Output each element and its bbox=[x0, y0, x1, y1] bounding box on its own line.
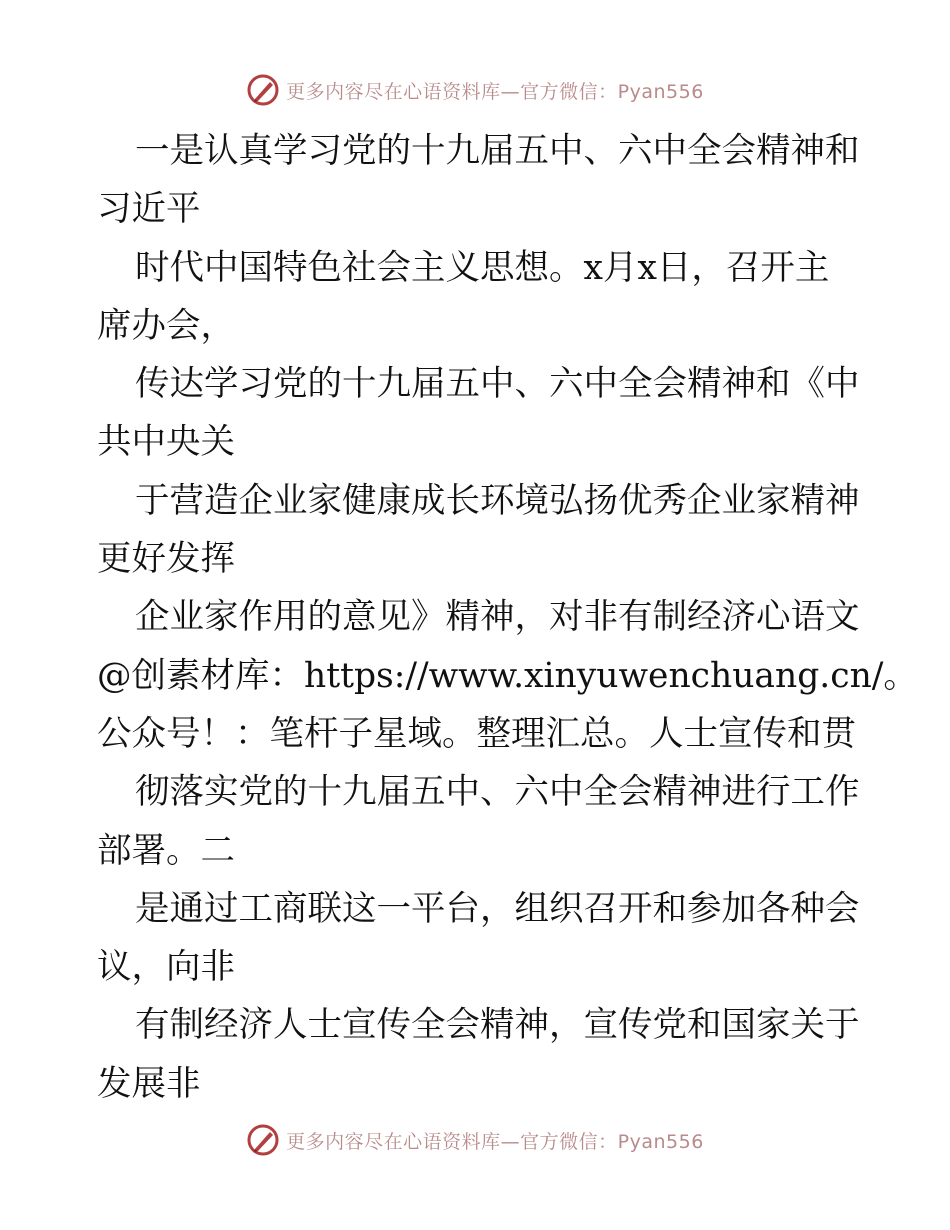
footer-banner-text: 更多内容尽在心语资料库—官方微信：Pyan556 bbox=[286, 1130, 704, 1153]
body-line: 一是认真学习党的十九届五中、六中全会精神和 bbox=[135, 131, 860, 171]
body-line: 部署。二 bbox=[97, 830, 235, 871]
body-line: 公众号！：笔杆子星域。整理汇总。人士宣传和贯 bbox=[97, 713, 856, 754]
body-line: 发展非 bbox=[97, 1063, 201, 1104]
pen-logo-icon bbox=[246, 1123, 280, 1157]
body-line: @创素材库：https://www.xinyuwenchuang.cn/。 bbox=[97, 655, 918, 696]
body-line: 企业家作用的意见》精神，对非有制经济心语文 bbox=[135, 597, 860, 638]
body-line: 席办会， bbox=[97, 305, 235, 346]
body-line: 习近平 bbox=[97, 189, 201, 230]
body-line: 彻落实党的十九届五中、六中全会精神进行工作 bbox=[135, 772, 860, 813]
document-body bbox=[97, 122, 918, 1113]
body-line: 传达学习党的十九届五中、六中全会精神和《中 bbox=[135, 364, 860, 405]
body-line: 共中央关 bbox=[97, 422, 235, 463]
body-line: 于营造企业家健康成长环境弘扬优秀企业家精神 bbox=[135, 480, 860, 521]
body-line: 更好发挥 bbox=[97, 539, 235, 580]
header-banner bbox=[0, 70, 950, 110]
header-banner-text: 更多内容尽在心语资料库—官方微信：Pyan556 bbox=[286, 80, 704, 103]
footer-banner bbox=[0, 1120, 950, 1160]
body-line: 议，向非 bbox=[97, 947, 235, 988]
pen-logo-icon bbox=[246, 73, 280, 107]
body-line: 时代中国特色社会主义思想。x月x日，召开主 bbox=[135, 247, 830, 288]
body-line: 是通过工商联这一平台，组织召开和参加各种会 bbox=[135, 888, 860, 929]
body-line: 有制经济人士宣传全会精神，宣传党和国家关于 bbox=[135, 1005, 860, 1046]
